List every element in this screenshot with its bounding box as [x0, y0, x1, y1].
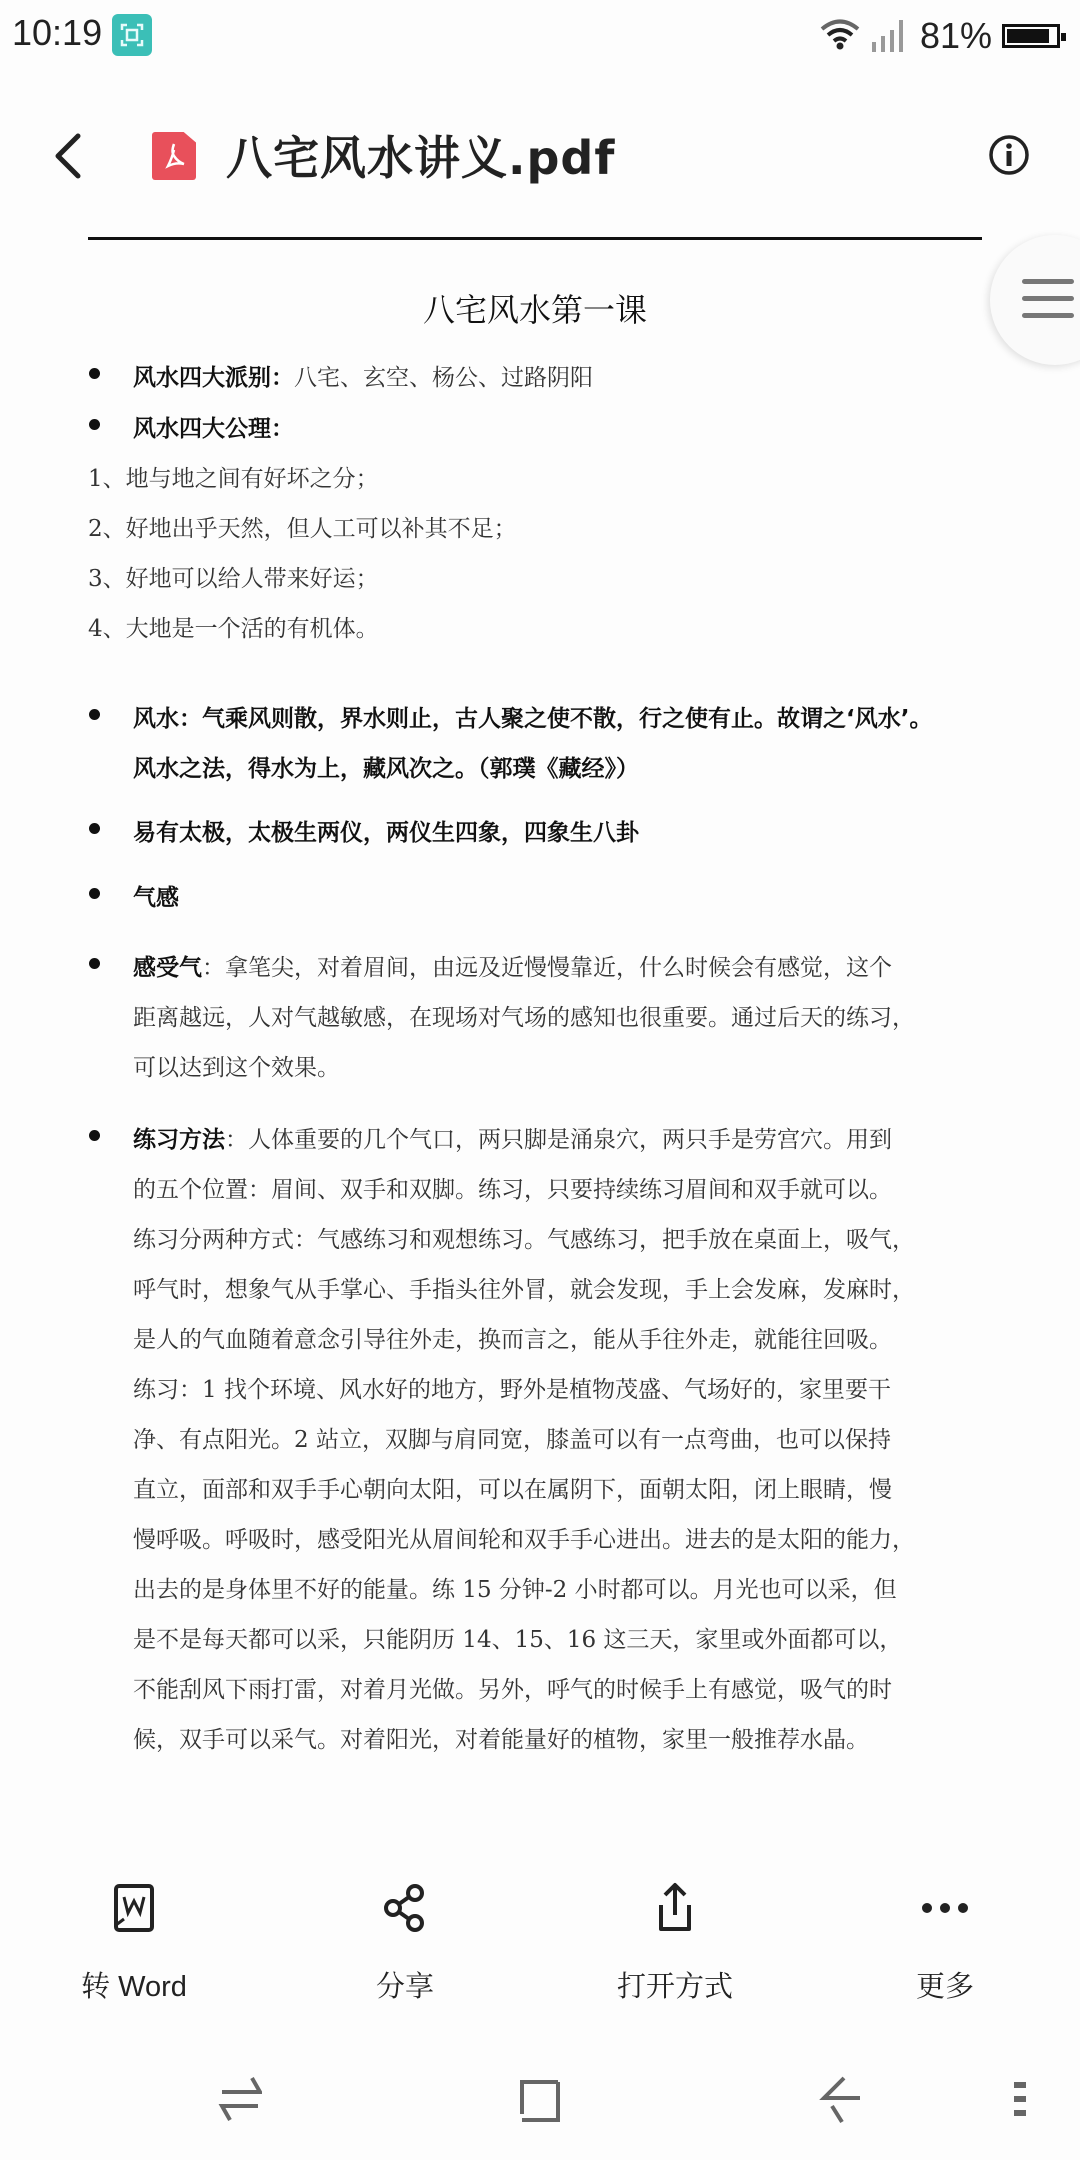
recents-button[interactable]	[200, 2064, 280, 2136]
bullet	[89, 709, 100, 720]
home-button[interactable]	[500, 2064, 580, 2136]
wifi-icon	[820, 18, 860, 54]
back-icon	[48, 128, 88, 184]
axiom-item: 2、好地出乎天然，但人工可以补其不足；	[88, 516, 517, 542]
paragraph: 气感	[133, 885, 179, 911]
open-with-icon	[575, 1880, 775, 1936]
bullet	[89, 368, 100, 379]
battery-icon	[1002, 24, 1060, 48]
paragraph: 可以达到这个效果。	[133, 1055, 340, 1081]
bottom-toolbar	[0, 1880, 1080, 2010]
paragraph: 慢呼吸。呼吸时，感受阳光从眉间轮和双手手心进出。进去的是太阳的能力，	[133, 1527, 915, 1553]
axiom-item: 4、大地是一个活的有机体。	[88, 616, 379, 642]
header-rule	[88, 237, 982, 240]
bullet	[89, 888, 100, 899]
status-time: 10:19	[12, 12, 103, 53]
screenshot-icon	[112, 14, 152, 56]
paragraph: 直立，面部和双手手心朝向太阳，可以在属阴下，面朝太阳，闭上眼睛，慢	[133, 1477, 892, 1503]
nav-menu-button[interactable]	[990, 2064, 1050, 2136]
status-bar	[0, 0, 1080, 72]
document-title: 八宅风水第一课	[422, 291, 647, 329]
bullet	[89, 958, 100, 969]
paragraph: 不能刮风下雨打雷，对着月光做。另外，呼气的时候手上有感觉，吸气的时	[133, 1677, 892, 1703]
paragraph: 的五个位置：眉间、双手和双脚。练习，只要持续练习眉间和双手就可以。	[133, 1177, 892, 1203]
share-icon	[305, 1880, 505, 1936]
paragraph: 感受气：拿笔尖，对着眉间，由远及近慢慢靠近，什么时候会有感觉，这个	[133, 955, 892, 981]
nav-menu-icon	[1013, 2080, 1027, 2120]
recents-switch-icon	[218, 2076, 262, 2124]
signal-icon	[870, 14, 910, 58]
paragraph: 易有太极，太极生两仪，两仪生四象，四象生八卦	[133, 820, 639, 846]
paragraph: 净、有点阳光。2 站立，双脚与肩同宽，膝盖可以有一点弯曲，也可以保持	[133, 1427, 891, 1453]
bullet	[89, 1130, 100, 1141]
open-with-button[interactable]: 打开方式	[575, 1880, 775, 2005]
battery-percentage: 81%	[919, 15, 992, 56]
paragraph: 呼气时，想象气从手掌心、手指头往外冒，就会发现，手上会发麻，发麻时，	[133, 1277, 915, 1303]
paragraph: 风水：气乘风则散，界水则止，古人聚之使不散，行之使有止。故谓之‘风水’。	[133, 706, 933, 732]
convert-word-button[interactable]: 转 Word	[34, 1880, 234, 2005]
paragraph: 候，双手可以采气。对着阳光，对着能量好的植物，家里一般推荐水晶。	[133, 1727, 869, 1753]
paragraph: 练习方法：人体重要的几个气口，两只脚是涌泉穴，两只手是劳宫穴。用到	[133, 1127, 892, 1153]
paragraph: 距离越远，人对气越敏感，在现场对气场的感知也很重要。通过后天的练习，	[133, 1005, 915, 1031]
paragraph: 出去的是身体里不好的能量。练 15 分钟-2 小时都可以。月光也可以采，但	[133, 1577, 897, 1603]
axiom-item: 1、地与地之间有好坏之分；	[88, 466, 379, 492]
paragraph: 是不是每天都可以采，只能阴历 14、15、16 这三天，家里或外面都可以，	[133, 1627, 903, 1653]
paragraph: 风水四大派别：八宅、玄空、杨公、过路阴阳	[133, 365, 593, 391]
app-header	[0, 100, 1080, 210]
back-button[interactable]	[48, 128, 88, 184]
info-button[interactable]	[988, 134, 1030, 176]
more-icon	[845, 1880, 1045, 1936]
home-icon	[518, 2076, 562, 2124]
paragraph: 是人的气血随着意念引导往外走，换而言之，能从手往外走，就能往回吸。	[133, 1327, 892, 1353]
bullet	[89, 419, 100, 430]
paragraph: 练习分两种方式：气感练习和观想练习。气感练习，把手放在桌面上，吸气，	[133, 1227, 915, 1253]
convert-word-icon	[34, 1880, 234, 1936]
share-button[interactable]: 分享	[305, 1880, 505, 2005]
paragraph: 风水四大公理：	[133, 416, 294, 442]
back-nav-icon	[818, 2076, 862, 2124]
info-icon	[988, 134, 1030, 176]
paragraph: 风水之法，得水为上，藏风次之。（郭璞《藏经》）	[133, 756, 639, 782]
pdf-file-icon	[152, 132, 196, 180]
back-nav-button[interactable]	[800, 2064, 880, 2136]
bullet	[89, 823, 100, 834]
axiom-item: 3、好地可以给人带来好运；	[88, 566, 379, 592]
more-button[interactable]: 更多	[845, 1880, 1045, 2005]
status-icons	[820, 14, 1060, 58]
system-nav-bar	[0, 2040, 1080, 2160]
paragraph: 练习：1 找个环境、风水好的地方，野外是植物茂盛、气场好的，家里要干	[133, 1377, 891, 1403]
file-title: 八宅风水讲义.pdf	[226, 131, 616, 185]
pdf-page[interactable]	[0, 235, 1080, 1795]
